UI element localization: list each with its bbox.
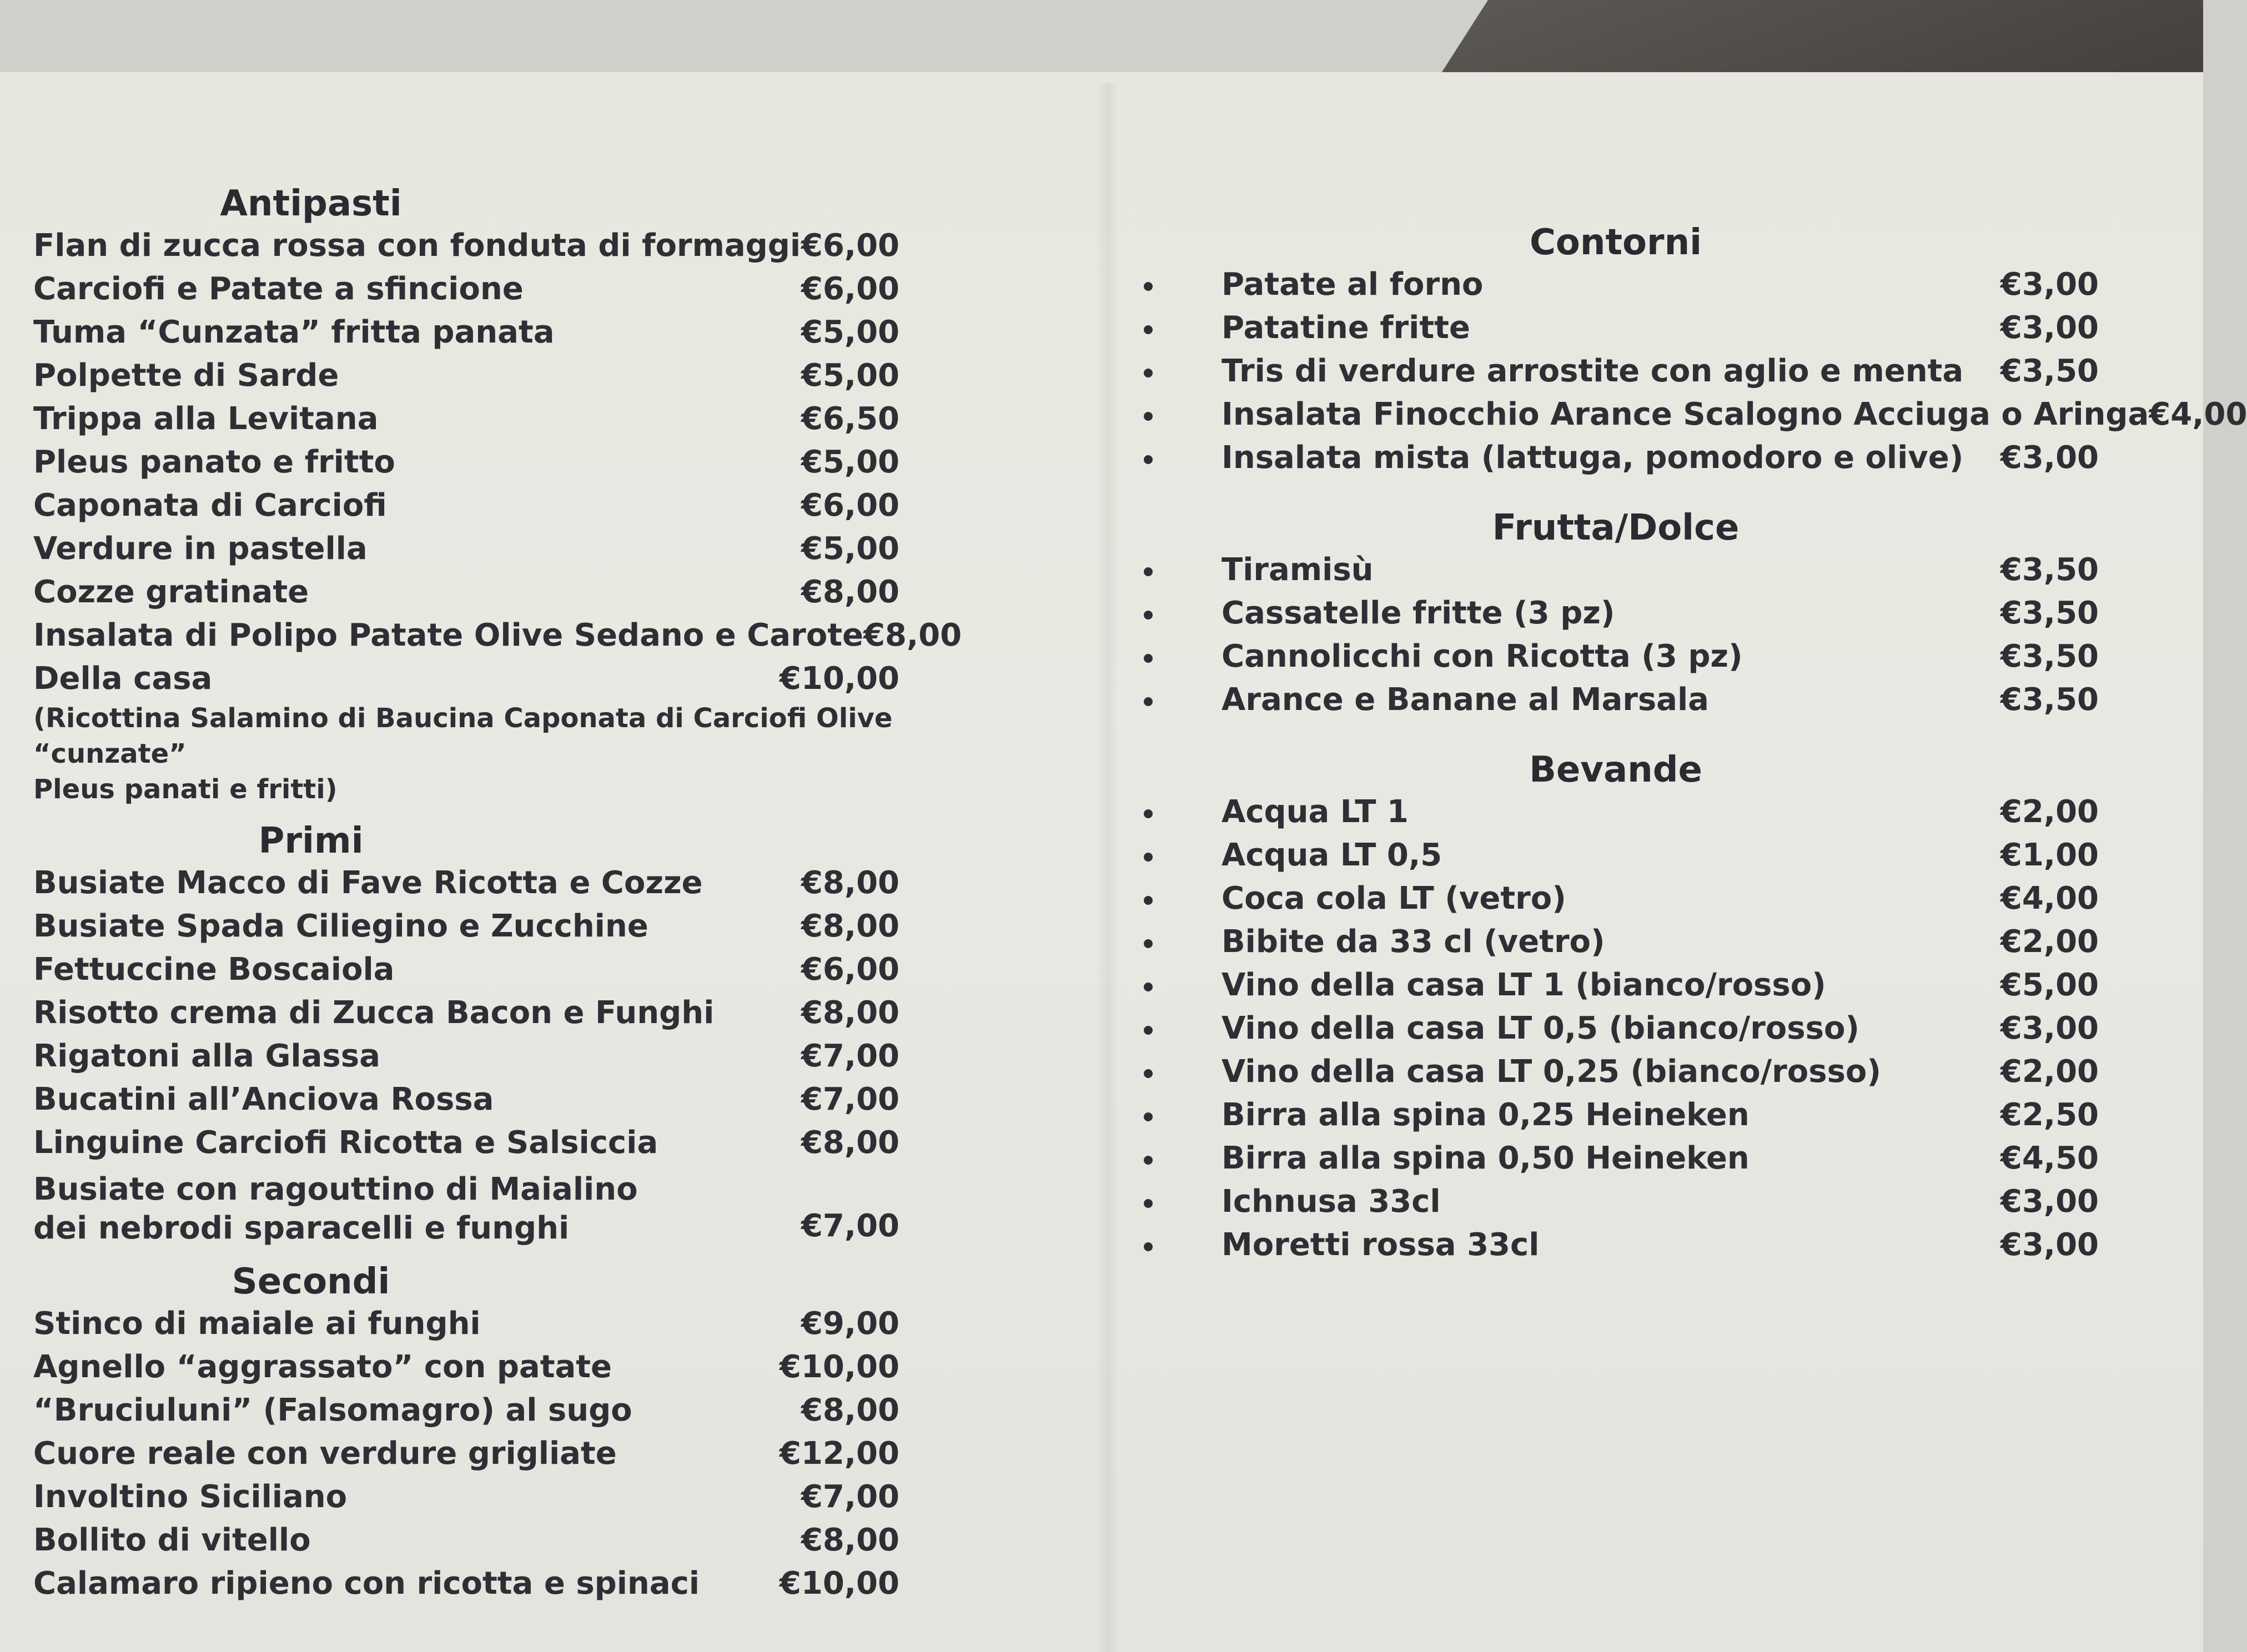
- menu-item-price: €8,00: [801, 574, 899, 610]
- menu-item-price: €5,00: [2000, 967, 2099, 1003]
- menu-item: [33, 657, 899, 701]
- menu-item: [1133, 436, 2099, 480]
- menu-item-name: Caponata di Carciofi: [33, 487, 387, 523]
- menu-item-price: €3,50: [2000, 595, 2099, 631]
- menu-item-price: €2,00: [2000, 924, 2099, 960]
- menu-item-name: Ichnusa 33cl: [1221, 1183, 1441, 1220]
- menu-item: [1133, 964, 2099, 1007]
- bullet-icon: [1144, 455, 1153, 464]
- bullet-icon: [1144, 697, 1153, 706]
- menu-item: [1133, 263, 2099, 306]
- della-casa-note-line-2: Pleus panati e fritti): [33, 774, 338, 805]
- menu-item-name: Vino della casa LT 0,5 (bianco/rosso): [1221, 1010, 1860, 1046]
- menu-item-name: Trippa alla Levitana: [33, 401, 379, 437]
- bullet-icon: [1144, 1199, 1153, 1208]
- menu-item: [1133, 834, 2099, 877]
- menu-item-price: €9,00: [801, 1306, 899, 1342]
- primi-list: [33, 862, 899, 1248]
- menu-item-price: €3,00: [2000, 1183, 2099, 1220]
- menu-item-name: Busiate Spada Ciliegino e Zucchine: [33, 908, 649, 944]
- bullet-icon: [1144, 1242, 1153, 1251]
- menu-item: [33, 441, 899, 484]
- section-title-primi: Primi: [258, 820, 364, 862]
- menu-item-price: €2,50: [2000, 1097, 2099, 1133]
- menu-item: [1133, 678, 2099, 722]
- menu-item-name: Vino della casa LT 1 (bianco/rosso): [1221, 967, 1826, 1003]
- bullet-icon: [1144, 939, 1153, 948]
- menu-item-price: €8,00: [801, 1125, 899, 1161]
- menu-item-name: Involtino Siciliano: [33, 1479, 348, 1515]
- menu-item-name: Birra alla spina 0,50 Heineken: [1221, 1140, 1750, 1176]
- menu-item: [1133, 1137, 2099, 1180]
- menu-item: [1133, 306, 2099, 350]
- menu-item-price: €4,00: [2000, 880, 2099, 916]
- menu-item-name: Busiate con ragouttino di Maialino dei nebrodi sparacelli e funghi: [33, 1171, 638, 1246]
- menu-item-name: Patatine fritte: [1221, 310, 1470, 346]
- menu-item-price: €7,00: [801, 1081, 899, 1117]
- menu-item-name: Insalata di Polipo Patate Olive Sedano e Carote: [33, 617, 863, 653]
- menu-item-name: Cannolicchi con Ricotta (3 pz): [1221, 638, 1743, 674]
- menu-item: [33, 1078, 899, 1121]
- menu-item-name: Pleus panato e fritto: [33, 444, 395, 480]
- menu-item-price: €7,00: [801, 1208, 899, 1244]
- menu-item: [1133, 548, 2099, 592]
- menu-item-name: Carciofi e Patate a sfincione: [33, 271, 524, 307]
- menu-item: [1133, 1094, 2099, 1137]
- bullet-icon: [1144, 809, 1153, 818]
- bullet-icon: [1144, 654, 1153, 663]
- menu-item: [33, 1562, 899, 1605]
- menu-item: [33, 1475, 899, 1519]
- contorni-list: [1133, 263, 2247, 480]
- menu-item-name: Insalata Finocchio Arance Scalogno Acciuga o Aringa: [1221, 396, 2149, 432]
- bevande-list: [1133, 790, 2099, 1267]
- menu-item: [33, 571, 899, 614]
- menu-item-price: €4,00: [2149, 396, 2247, 432]
- menu-item-price: €5,00: [801, 531, 899, 567]
- bullet-icon: [1144, 369, 1153, 377]
- bullet-icon: [1144, 896, 1153, 905]
- menu-item-price: €10,00: [779, 661, 899, 697]
- menu-item-name: Acqua LT 1: [1221, 794, 1409, 830]
- menu-item: [33, 1389, 899, 1432]
- menu-item: [33, 1346, 899, 1389]
- menu-item-price: €3,00: [2000, 1227, 2099, 1263]
- menu-item: [1133, 592, 2099, 635]
- menu-item: [33, 905, 899, 948]
- menu-item: [33, 311, 899, 354]
- menu-item-name: Della casa: [33, 661, 213, 697]
- menu-item-price: €10,00: [779, 1349, 899, 1385]
- menu-item-name: Tuma “Cunzata” fritta panata: [33, 314, 555, 350]
- menu-item-price: €6,50: [801, 401, 899, 437]
- bullet-icon: [1144, 412, 1153, 421]
- menu-item: [33, 1165, 899, 1248]
- menu-item-name: Tiramisù: [1221, 552, 1374, 588]
- menu-item-price: €3,00: [2000, 266, 2099, 303]
- menu-item-name: Busiate Macco di Fave Ricotta e Cozze: [33, 865, 703, 901]
- menu-item-price: €2,00: [2000, 794, 2099, 830]
- bullet-icon: [1144, 1112, 1153, 1121]
- menu-item-price: €6,00: [801, 271, 899, 307]
- menu-item-name: Arance e Banane al Marsala: [1221, 682, 1709, 718]
- menu-item-price: €8,00: [863, 617, 962, 653]
- menu-item-name: Cassatelle fritte (3 pz): [1221, 595, 1615, 631]
- menu-item-price: €12,00: [779, 1436, 899, 1472]
- menu-item-price: €8,00: [801, 995, 899, 1031]
- menu-item-name: Coca cola LT (vetro): [1221, 880, 1566, 916]
- menu-item-price: €3,50: [2000, 353, 2099, 389]
- bullet-icon: [1144, 853, 1153, 862]
- left-column: [33, 183, 962, 1605]
- menu-item-price: €6,00: [801, 951, 899, 988]
- bullet-icon: [1144, 611, 1153, 620]
- menu-item-name: Stinco di maiale ai funghi: [33, 1306, 481, 1342]
- bullet-icon: [1144, 1156, 1153, 1165]
- menu-item-price: €5,00: [801, 444, 899, 480]
- menu-item: [33, 1121, 899, 1165]
- menu-item: [1133, 790, 2099, 834]
- right-column: [1133, 222, 2247, 1267]
- menu-item-name: Tris di verdure arrostite con aglio e menta: [1221, 353, 1964, 389]
- menu-item-name: Bibite da 33 cl (vetro): [1221, 924, 1605, 960]
- menu-item-price: €8,00: [801, 1392, 899, 1428]
- bullet-icon: [1144, 983, 1153, 991]
- menu-item-price: €8,00: [801, 1522, 899, 1558]
- menu-item-price: €3,00: [2000, 440, 2099, 476]
- menu-item: [33, 1035, 899, 1078]
- secondi-list: [33, 1302, 899, 1605]
- menu-item-name: Bollito di vitello: [33, 1522, 311, 1558]
- menu-item: [1133, 920, 2099, 964]
- menu-item-name: “Bruciuluni” (Falsomagro) al sugo: [33, 1392, 632, 1428]
- frutta-list: [1133, 548, 2099, 722]
- menu-item: [1133, 1223, 2099, 1267]
- section-title-secondi: Secondi: [232, 1261, 390, 1302]
- bullet-icon: [1144, 1026, 1153, 1035]
- menu-item-name: Fettuccine Boscaiola: [33, 951, 395, 988]
- menu-item-price: €8,00: [801, 865, 899, 901]
- menu-item: [1133, 877, 2099, 920]
- menu-item: [33, 991, 899, 1035]
- menu-item-name: Birra alla spina 0,25 Heineken: [1221, 1097, 1750, 1133]
- bullet-icon: [1144, 282, 1153, 291]
- menu-item-name: Risotto crema di Zucca Bacon e Funghi: [33, 995, 715, 1031]
- bullet-icon: [1144, 325, 1153, 334]
- menu-item-name: Agnello “aggrassato” con patate: [33, 1349, 612, 1385]
- menu-item-price: €7,00: [801, 1038, 899, 1074]
- menu-item-name: Vino della casa LT 0,25 (bianco/rosso): [1221, 1054, 1881, 1090]
- menu-item-price: €5,00: [801, 314, 899, 350]
- menu-item-price: €1,00: [2000, 837, 2099, 873]
- menu-item-price: €8,00: [801, 908, 899, 944]
- menu-item: [33, 1432, 899, 1475]
- menu-item: [1133, 393, 2247, 436]
- menu-item-price: €6,00: [801, 228, 899, 264]
- menu-item-price: €5,00: [801, 357, 899, 394]
- menu-item: [1133, 1050, 2099, 1094]
- menu-item: [1133, 1007, 2099, 1050]
- menu-item-price: €7,00: [801, 1479, 899, 1515]
- section-title-contorni: Contorni: [1529, 222, 1702, 263]
- menu-item-name: Acqua LT 0,5: [1221, 837, 1442, 873]
- menu-item: [33, 948, 899, 991]
- menu-item-price: €6,00: [801, 487, 899, 523]
- menu-item-name: Cuore reale con verdure grigliate: [33, 1436, 617, 1472]
- antipasti-list: [33, 224, 962, 701]
- menu-item-price: €4,50: [2000, 1140, 2099, 1176]
- menu-item: [1133, 350, 2099, 393]
- menu-item-name: Moretti rossa 33cl: [1221, 1227, 1540, 1263]
- menu-item-name: Cozze gratinate: [33, 574, 309, 610]
- menu-item: [33, 527, 899, 571]
- menu-item-price: €3,50: [2000, 552, 2099, 588]
- section-title-bevande: Bevande: [1529, 749, 1702, 790]
- menu-item-name: Linguine Carciofi Ricotta e Salsiccia: [33, 1125, 658, 1161]
- menu-item: [33, 268, 899, 311]
- menu-item: [33, 397, 899, 441]
- menu-item: [33, 1302, 899, 1346]
- menu-item-name: Flan di zucca rossa con fonduta di formaggi: [33, 228, 801, 264]
- della-casa-note-line-1: (Ricottina Salamino di Baucina Caponata di Carciofi Olive “cunzate”: [33, 703, 893, 769]
- menu-item-name: Bucatini all’Anciova Rossa: [33, 1081, 494, 1117]
- menu-item: [33, 614, 962, 657]
- menu-item-price: €2,00: [2000, 1054, 2099, 1090]
- menu-item-price: €3,50: [2000, 638, 2099, 674]
- menu-item-name: Patate al forno: [1221, 266, 1484, 303]
- menu-item: [33, 862, 899, 905]
- menu-item-price: €3,50: [2000, 682, 2099, 718]
- menu-item: [33, 484, 899, 527]
- menu-item-name: Polpette di Sarde: [33, 357, 339, 394]
- menu-item-name: Verdure in pastella: [33, 531, 368, 567]
- bullet-icon: [1144, 1069, 1153, 1078]
- menu-item-price: €10,00: [779, 1565, 899, 1601]
- section-title-antipasti: Antipasti: [220, 183, 402, 224]
- menu-item-price: €3,00: [2000, 310, 2099, 346]
- bullet-icon: [1144, 567, 1153, 576]
- menu-item-price: €3,00: [2000, 1010, 2099, 1046]
- menu-item: [33, 354, 899, 397]
- menu-item: [1133, 635, 2099, 678]
- section-title-frutta-dolce: Frutta/Dolce: [1492, 507, 1740, 548]
- paper-fold: [1097, 83, 1119, 1652]
- menu-item-name: Calamaro ripieno con ricotta e spinaci: [33, 1565, 700, 1601]
- menu-item: [33, 1519, 899, 1562]
- menu-item: [1133, 1180, 2099, 1223]
- menu-item-name: Insalata mista (lattuga, pomodoro e olive): [1221, 440, 1964, 476]
- menu-item-name: Rigatoni alla Glassa: [33, 1038, 380, 1074]
- menu-item: [33, 224, 899, 268]
